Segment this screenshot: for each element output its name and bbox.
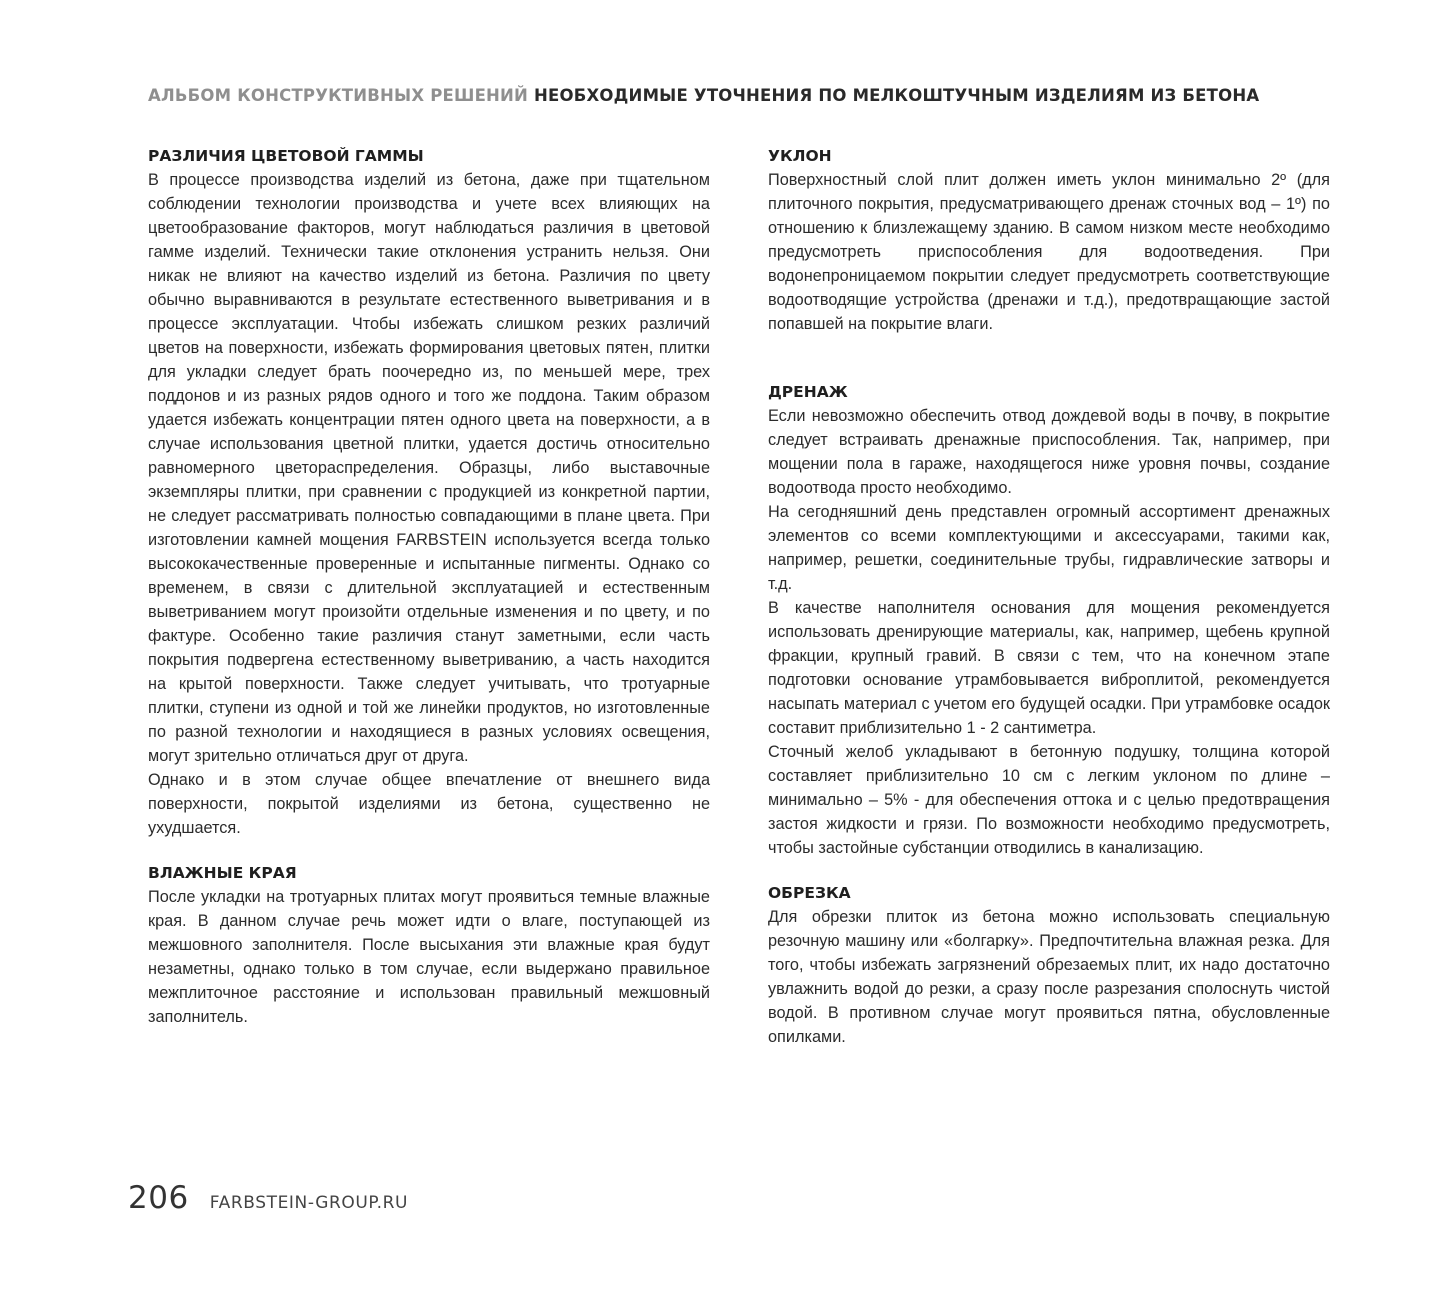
website-link[interactable]: FARBSTEIN-GROUP.RU bbox=[209, 1193, 409, 1213]
album-title: АЛЬБОМ КОНСТРУКТИВНЫХ РЕШЕНИЙ bbox=[148, 86, 529, 105]
drainage-paragraph-3: В качестве наполнителя основания для мощения рекомендуется использовать дренирующие материалы, как, например, щебень крупной фракции, крупный гравий. В связи с тем, что на конечном этапе подготовки основание утрамбовывается виброплитой, рекомендуется насыпать материал с учетом его будущей осадки. При утрамбовке осадок составит приблизительно 1 - 2 сантиметра. bbox=[768, 599, 1330, 737]
drainage-paragraph-4: Сточный желоб укладывают в бетонную подушку, толщина которой составляет приблизительно 10 см с легким уклоном по длине – минимально – 5% - для обеспечения оттока и с целью предотвращения застоя жидкости и грязи. По возможности необходимо предусмотреть, чтобы застойные субстанции отводились в канализацию. bbox=[768, 743, 1330, 857]
page-header bbox=[148, 86, 1348, 105]
wet-edges-title: ВЛАЖНЫЕ КРАЯ bbox=[148, 864, 297, 882]
page-footer bbox=[128, 1180, 408, 1216]
spacer bbox=[768, 336, 1330, 381]
wet-edges-paragraph: После укладки на тротуарных плитах могут проявиться темные влажные края. В данном случае речь может идти о влаге, поступающей из межшовного заполнителя. После высыхания эти влажные края будут незаметны, однако только в том случае, если выдержано правильное межплиточное расстояние и использован правильный межшовный заполнитель. bbox=[148, 888, 710, 1026]
color-differences-paragraph-2: Однако и в этом случае общее впечатление от внешнего вида поверхности, покрытой изделиями из бетона, существенно не ухудшается. bbox=[148, 771, 710, 837]
drainage-paragraph-1: Если невозможно обеспечить отвод дождевой воды в почву, в покрытие следует встраивать дренажные приспособления. Так, например, при мощении пола в гараже, находящегося ниже уровня почвы, создание водоотвода просто необходимо. bbox=[768, 407, 1330, 497]
color-differences-title: РАЗЛИЧИЯ ЦВЕТОВОЙ ГАММЫ bbox=[148, 147, 424, 165]
section-subject: НЕОБХОДИМЫЕ УТОЧНЕНИЯ ПО МЕЛКОШТУЧНЫМ ИЗДЕЛИЯМ ИЗ БЕТОНА bbox=[534, 86, 1260, 105]
spacer bbox=[768, 860, 1330, 882]
spacer bbox=[148, 840, 710, 862]
cutting-title: ОБРЕЗКА bbox=[768, 884, 851, 902]
drainage-paragraph-2: На сегодняшний день представлен огромный ассортимент дренажных элементов со всеми комплектующими и аксессуарами, такими как, например, решетки, соединительные трубы, гидравлические затворы и т.д. bbox=[768, 503, 1330, 593]
slope-paragraph: Поверхностный слой плит должен иметь уклон минимально 2º (для плиточного покрытия, предусматривающего дренаж сточных вод – 1º) по отношению к близлежащему зданию. В самом низком месте необходимо предусмотреть приспособления для водоотведения. При водонепроницаемом покрытии следует предусмотреть соответствующие водоотводящие устройства (дренажи и т.д.), предотвращающие застой попавшей на покрытие влаги. bbox=[768, 171, 1330, 333]
page-number: 206 bbox=[128, 1180, 189, 1216]
cutting-paragraph: Для обрезки плиток из бетона можно использовать специальную резочную машину или «болгарку». Предпочтительна влажная резка. Для того, чтобы избежать загрязнений обрезаемых плит, их надо достаточно увлажнить водой до резки, а сразу после разрезания сполоснуть чистой водой. В противном случае могут проявиться пятна, обусловленные опилками. bbox=[768, 908, 1330, 1046]
slope-title: УКЛОН bbox=[768, 147, 832, 165]
left-column bbox=[148, 145, 710, 1029]
drainage-title: ДРЕНАЖ bbox=[768, 383, 848, 401]
color-differences-paragraph-1: В процессе производства изделий из бетона, даже при тщательном соблюдении технологии производства и учете всех влияющих на цветообразование факторов, могут наблюдаться различия в цветовой гамме изделий. Технически такие отклонения устранить нельзя. Они никак не влияют на качество изделий из бетона. Различия по цвету обычно выравниваются в результате естественного выветривания и в процессе эксплуатации. Чтобы избежать слишком резких различий цветов на поверхности, избежать формирования цветовых пятен, плитки для укладки следует брать поочередно из, по меньшей мере, трех поддонов и из разных рядов одного и того же поддона. Таким образом удается избежать концентрации пятен одного цвета на поверхности, а в случае использования цветной плитки, удается достичь относительно равномерного цветораспределения. Образцы, либо выставочные экземпляры плитки, при сравнении с продукцией из конкретной партии, не следует рассматривать полностью совпадающими в плане цвета. При изготовлении камней мощения FARBSTEIN используется всегда только высококачественные проверенные и испытанные пигменты. Однако со временем, в связи с длительной эксплуатацией и естественным выветриванием могут произойти отдельные изменения и по цвету, и по фактуре. Особенно такие различия станут заметными, если часть покрытия подвергена естественному выветриванию, а часть находится на крытой поверхности. Также следует учитывать, что тротуарные плитки, ступени из одной и той же линейки продуктов, но изготовленные по разной технологии и находящиеся в разных условиях освещения, могут зрительно отличаться друг от друга. bbox=[148, 171, 710, 765]
right-column bbox=[768, 145, 1330, 1049]
